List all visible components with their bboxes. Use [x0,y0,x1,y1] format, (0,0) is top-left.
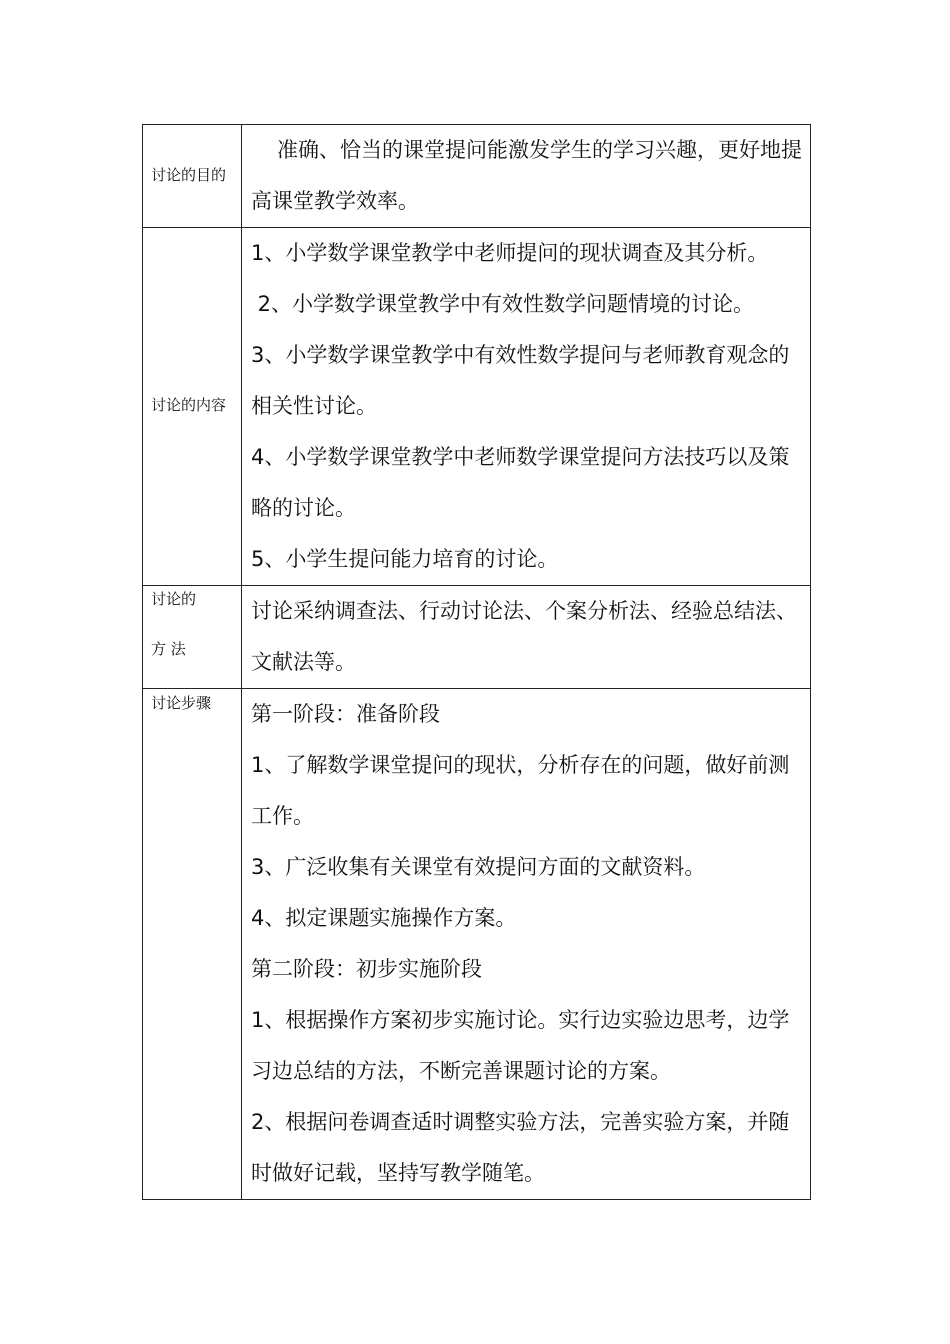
content-item: 5、小学生提问能力培育的讨论。 [251,547,559,571]
steps-label: 讨论步骤 [151,694,212,712]
method-label-cell [143,586,242,689]
method-text: 讨论采纳调查法、行动讨论法、个案分析法、经验总结法、文献法等。 [251,599,797,674]
steps-item: 4、拟定课题实施操作方案。 [251,906,517,930]
research-plan-table [142,124,811,1200]
steps-item: 2、根据问卷调查适时调整实验方法，完善实验方案，并随时做好记载，坚持写教学随笔。 [251,1110,790,1185]
purpose-row [143,125,811,228]
content-item: 4、小学数学课堂教学中老师数学课堂提问方法技巧以及策略的讨论。 [251,445,790,520]
steps-label-cell [143,689,242,1200]
steps-item: 1、了解数学课堂提问的现状，分析存在的问题，做好前测工作。 [251,753,790,828]
content-item: 1、小学数学课堂教学中老师提问的现状调查及其分析。 [251,241,769,265]
method-label-line1: 讨论的 [151,590,197,608]
steps-row [143,689,811,1200]
purpose-label: 讨论的目的 [151,165,227,184]
purpose-text: 准确、恰当的课堂提问能激发学生的学习兴趣，更好地提高课堂教学效率。 [251,138,802,213]
content-item: 2、小学数学课堂教学中有效性数学问题情境的讨论。 [251,292,755,316]
steps-item: 第二阶段：初步实施阶段 [251,957,482,981]
method-label-line2: 方 法 [151,640,186,658]
content-row [143,228,811,586]
steps-item: 1、根据操作方案初步实施讨论。实行边实验边思考，边学习边总结的方法，不断完善课题讨论的方案。 [251,1008,790,1083]
purpose-content-cell [242,125,811,228]
steps-item: 第一阶段：准备阶段 [251,702,440,726]
content-content-cell [242,228,811,586]
steps-content-cell [242,689,811,1200]
content-item: 3、小学数学课堂教学中有效性数学提问与老师教育观念的相关性讨论。 [251,343,790,418]
steps-item: 3、广泛收集有关课堂有效提问方面的文献资料。 [251,855,706,879]
purpose-label-cell [143,125,242,228]
method-content-cell [242,586,811,689]
content-label: 讨论的内容 [151,396,227,414]
content-label-cell [143,228,242,586]
method-row [143,586,811,689]
